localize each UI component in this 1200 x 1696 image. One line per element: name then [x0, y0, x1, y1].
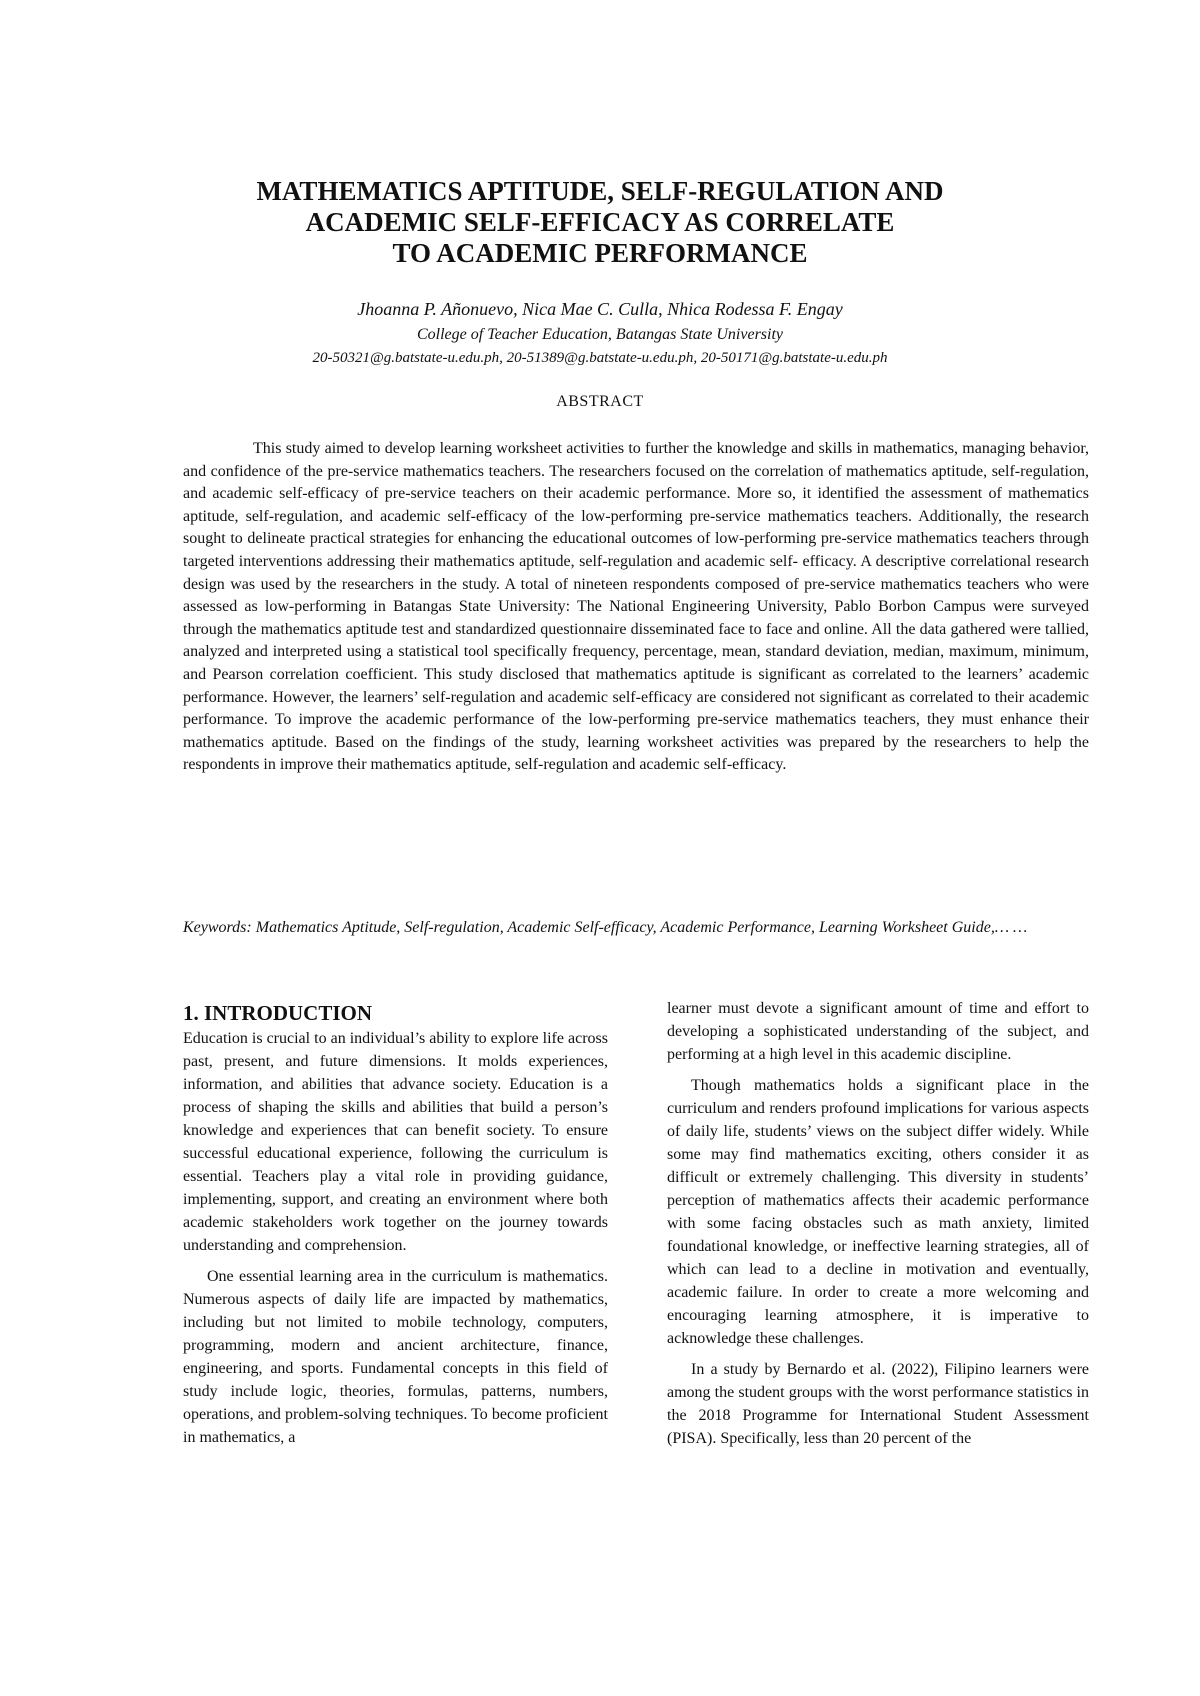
body-paragraph: One essential learning area in the curriculum is mathematics. Numerous aspects of daily life are impacted by mathematics, including but not limited to mobile technology, computers, programming, modern and ancient architecture, finance, engineering, and sports. Fundamental concepts in this field of study include logic, theories, formulas, patterns, numbers, operations, and problem-solving techniques. To become proficient in mathematics, a	[183, 1268, 608, 1446]
author-affiliation: College of Teacher Education, Batangas State University	[416, 326, 784, 343]
column-left	[183, 1000, 608, 1457]
section-heading-introduction: 1. INTRODUCTION	[183, 1001, 373, 1025]
abstract-heading: ABSTRACT	[556, 393, 644, 410]
body-paragraph: Education is crucial to an individual’s ability to explore life across past, present, and future dimensions. It molds experiences, information, and abilities that advance society. Education is a process of shaping the skills and abilities that build a person’s knowledge and experiences that can benefit society. To ensure successful educational experience, following the curriculum is essential. Teachers play a vital role in providing guidance, implementing, support, and creating an environment where both academic stakeholders work together on the journey towards understanding and comprehension.	[183, 1030, 608, 1254]
column-right	[667, 997, 1089, 1458]
author-emails: 20-50321@g.batstate-u.edu.ph, 20-51389@g.batstate-u.edu.ph, 20-50171@g.batstate-u.edu.ph	[312, 350, 888, 366]
body-paragraph: learner must devote a significant amount of time and effort to developing a sophisticated understanding of the subject, and performing at a high level in this academic discipline.	[667, 1000, 1089, 1063]
title-line-1: MATHEMATICS APTITUDE, SELF-REGULATION AND	[256, 176, 944, 206]
keywords-line: Keywords: Mathematics Aptitude, Self-regulation, Academic Self-efficacy, Academic Performance, Learning Worksheet Guide,… …	[183, 919, 1028, 936]
title-line-3: TO ACADEMIC PERFORMANCE	[392, 238, 808, 268]
abstract-body: This study aimed to develop learning worksheet activities to further the knowledge and skills in mathematics, managing behavior, and confidence of the pre-service mathematics teachers. The researchers focused on the correlation of mathematics aptitude, self-regulation, and academic self-efficacy of pre-service teachers on their academic performance. More so, it identified the assessment of mathematics aptitude, self-regulation, and academic self-efficacy of the low-performing pre-service mathematics teachers. Additionally, the research sought to delineate practical strategies for enhancing the educational outcomes of low-performing pre-service mathematics teachers through targeted interventions addressing their mathematics aptitude, self-regulation and academic self- efficacy. A descriptive correlational research design was used by the researchers in the study. A total of nineteen respondents composed of pre-service mathematics teachers who were assessed as low-performing in Batangas State University: The National Engineering University, Pablo Borbon Campus were surveyed through the mathematics aptitude test and standardized questionnaire disseminated face to face and online. All the data gathered were tallied, analyzed and interpreted using a statistical tool specifically frequency, percentage, mean, standard deviation, median, maximum, minimum, and Pearson correlation coefficient. This study disclosed that mathematics aptitude is significant as correlated to the learners’ academic performance. However, the learners’ self-regulation and academic self-efficacy are considered not significant as correlated to their academic performance. To improve the academic performance of the low-performing pre-service mathematics teachers, they must enhance their mathematics aptitude. Based on the findings of the study, learning worksheet activities was prepared by the researchers to help the respondents in improve their mathematics aptitude, self-regulation and academic self-efficacy.	[183, 440, 1089, 774]
title-line-2: ACADEMIC SELF-EFFICACY AS CORRELATE	[305, 207, 895, 237]
paper-title	[150, 176, 1050, 269]
author-list: Jhoanna P. Añonuevo, Nica Mae C. Culla, Nhica Rodessa F. Engay	[357, 299, 843, 319]
body-paragraph: In a study by Bernardo et al. (2022), Filipino learners were among the student groups with the worst performance statistics in the 2018 Programme for International Student Assessment (PISA). Specifically, less than 20 percent of the	[667, 1361, 1089, 1447]
body-paragraph: Though mathematics holds a significant place in the curriculum and renders profound implications for various aspects of daily life, students’ views on the subject differ widely. While some may find mathematics exciting, others consider it as difficult or extremely challenging. This diversity in students’ perception of mathematics affects their academic performance with some facing obstacles such as math anxiety, limited foundational knowledge, or ineffective learning strategies, all of which can lead to a decline in motivation and eventually, academic failure. In order to create a more welcoming and encouraging learning atmosphere, it is imperative to acknowledge these challenges.	[667, 1077, 1089, 1347]
